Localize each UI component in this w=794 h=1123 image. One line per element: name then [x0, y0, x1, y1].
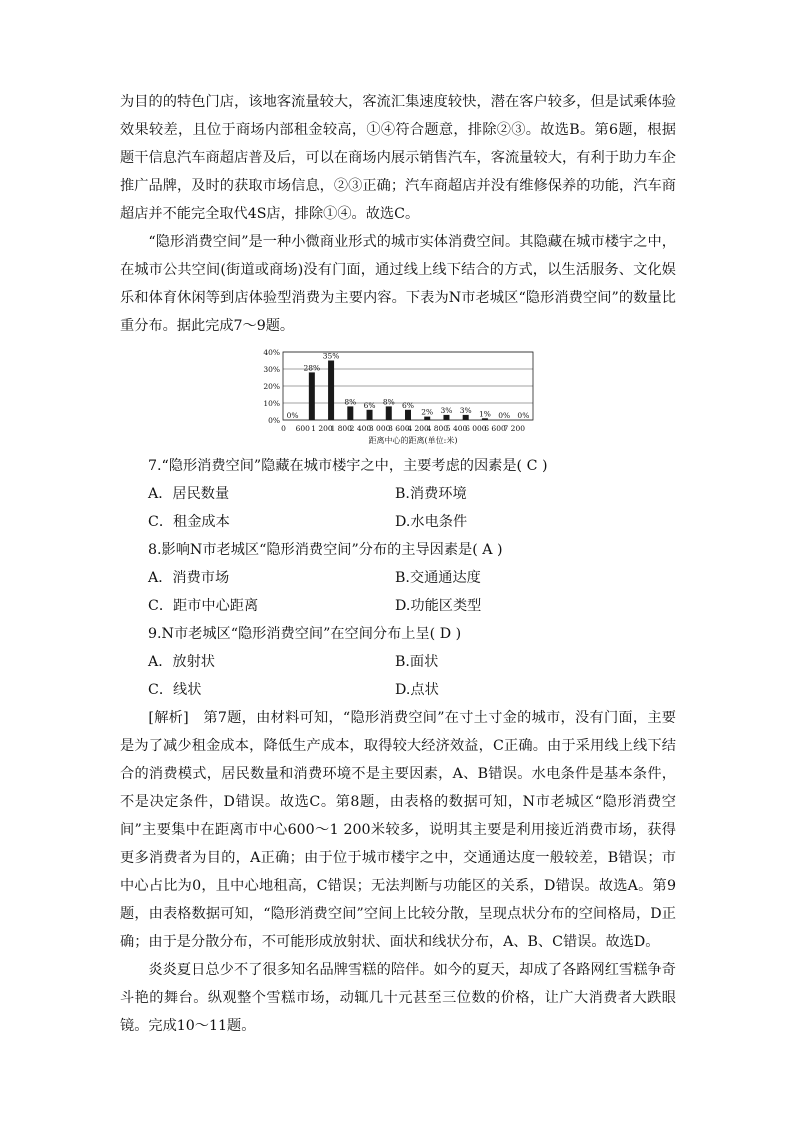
chart-x-tick-label: 0	[281, 424, 286, 433]
question-8-option-a: A．消费市场	[148, 570, 230, 586]
chart-bar	[463, 415, 469, 420]
chart-x-tick-label: 4 800	[426, 424, 449, 433]
question-8-stem: 8.影响N市老城区“隐形消费空间”分布的主导因素是( A )	[148, 542, 503, 558]
chart-bar-value-label: 3%	[440, 405, 453, 415]
chart-y-tick-label: 10%	[263, 399, 280, 408]
chart-x-tick-label: 2 400	[349, 424, 372, 433]
chart-bar	[405, 410, 411, 420]
chart-x-tick-label: 5 400	[445, 424, 468, 433]
chart-bar-value-label: 0%	[286, 411, 299, 420]
chart-y-tick-label: 0%	[268, 416, 280, 425]
chart-bar-value-label: 1%	[478, 409, 491, 419]
chart-bar-value-label: 28%	[303, 363, 321, 373]
question-8-option-d: D.功能区类型	[395, 598, 482, 614]
chart-x-tick-label: 3 600	[388, 424, 410, 433]
question-9-option-d: D.点状	[395, 682, 439, 698]
chart-bar-value-label: 0%	[517, 411, 530, 420]
chart-bar-value-label: 35%	[322, 351, 340, 361]
question-7-option-a: A．居民数量	[148, 486, 230, 502]
final-paragraph: 炎炎夏日总少不了很多知名品牌雪糕的陪伴。如今的夏天，却成了各路网红雪糕争奇斗艳的舞台。纵观整个雪糕市场，动辄几十元甚至三位数的价格，让广大消费者大跌眼镜。完成10～11题。	[120, 962, 676, 1034]
chart-bar-value-label: 6%	[363, 400, 376, 410]
chart-bar	[347, 406, 353, 420]
chart-bar	[424, 417, 430, 420]
question-9-option-b: B.面状	[395, 654, 439, 670]
chart-x-tick-label: 600	[295, 424, 310, 433]
question-9-stem: 9.N市老城区“隐形消费空间”在空间分布上呈( D )	[148, 626, 462, 642]
question-8-options-row-2	[120, 592, 676, 620]
chart-bar	[443, 415, 449, 420]
chart-bar	[328, 361, 334, 421]
question-8-option-b: B.交通通达度	[395, 570, 481, 586]
chart-bar-value-label: 0%	[498, 411, 511, 420]
question-7-options-row-2	[120, 508, 676, 536]
chart-bar	[309, 372, 315, 420]
chart-x-tick-label: 7 200	[503, 424, 526, 433]
chart-y-tick-label: 40%	[263, 348, 280, 357]
distance-bar-chart	[120, 346, 676, 448]
intro-paragraph: 为目的的特色门店，该地客流量较大，客流汇集速度较快，潜在客户较多，但是试乘体验效果较差，且位于商场内部租金较高，①④符合题意，排除②③。故选B。第6题，根据题干信息汽车商超店普及后，可以在商场内展示销售汽车，客流量较大，有利于助力车企推广品牌，及时的获取市场信息，②③正确；汽车商超店并没有维修保养的功能，汽车商超店并不能完全取代4S店，排除①④。故选C。	[120, 94, 676, 222]
chart-bar-value-label: 2%	[421, 407, 434, 417]
chart-bar-value-label: 3%	[459, 405, 472, 415]
chart-y-tick-label: 20%	[263, 382, 280, 391]
chart-svg	[255, 346, 555, 448]
material-paragraph: “隐形消费空间”是一种小微商业形式的城市实体消费空间。其隐藏在城市楼宇之中，在城市公共空间(街道或商场)没有门面，通过线上线下结合的方式，以生活服务、文化娱乐和体育休闲等到店体验型消费为主要内容。下表为N市老城区“隐形消费空间”的数量比重分布。据此完成7～9题。	[120, 234, 676, 334]
analysis-paragraph: [解析] 第7题，由材料可知，“隐形消费空间”在寸土寸金的城市，没有门面，主要是为了减少租金成本，降低生产成本，取得较大经济效益，C正确。由于采用线上线下结合的消费模式，居民数量和消费环境不是主要因素，A、B错误。水电条件是基本条件，不是决定条件，D错误。故选C。第8题，由表格的数据可知，N市老城区“隐形消费空间”主要集中在距离市中心600～1 200米较多，说明其主要是利用接近消费市场，获得更多消费者为目的，A正确；由于位于城市楼宇之中，交通通达度一般较差，B错误；市中心占比为0，且中心地租高，C错误；无法判断与功能区的关系，D错误。故选A。第9题，由表格数据可知，“隐形消费空间”空间上比较分散，呈现点状分布的空间格局，D正确；由于是分散分布，不可能形成放射状、面状和线状分布，A、B、C错误。故选D。	[120, 710, 676, 950]
chart-x-tick-label: 4 200	[407, 424, 429, 433]
chart-bar-value-label: 8%	[382, 397, 395, 407]
chart-x-tick-label: 3 000	[368, 424, 391, 433]
chart-x-tick-label: 1 800	[330, 424, 352, 433]
chart-bar-value-label: 6%	[402, 400, 414, 410]
question-9-options-row-2	[120, 676, 676, 704]
chart-bar	[386, 406, 392, 420]
chart-x-tick-label: 6 600	[484, 424, 506, 433]
chart-y-tick-label: 30%	[263, 365, 280, 374]
chart-x-axis-label: 距离中心的距离(单位:米)	[368, 436, 458, 445]
chart-x-tick-label: 1 200	[311, 424, 333, 433]
document-content	[120, 88, 676, 1040]
chart-bar	[367, 410, 373, 420]
question-7-stem: 7.“隐形消费空间”隐藏在城市楼宇之中，主要考虑的因素是( C )	[148, 458, 548, 474]
chart-bar	[482, 418, 488, 420]
question-7-options-row-1	[120, 480, 676, 508]
question-7-option-b: B.消费环境	[395, 486, 467, 502]
question-9-option-a: A．放射状	[148, 654, 215, 670]
question-9-options-row-1	[120, 648, 676, 676]
questions-block	[120, 452, 676, 704]
question-7-option-c: C．租金成本	[148, 514, 230, 530]
question-8-options-row-1	[120, 564, 676, 592]
question-8-option-c: C．距市中心距离	[148, 598, 259, 614]
chart-x-tick-label: 6 000	[465, 424, 487, 433]
question-9-option-c: C．线状	[148, 682, 202, 698]
chart-bar-value-label: 8%	[344, 397, 357, 407]
question-7-option-d: D.水电条件	[395, 514, 468, 530]
